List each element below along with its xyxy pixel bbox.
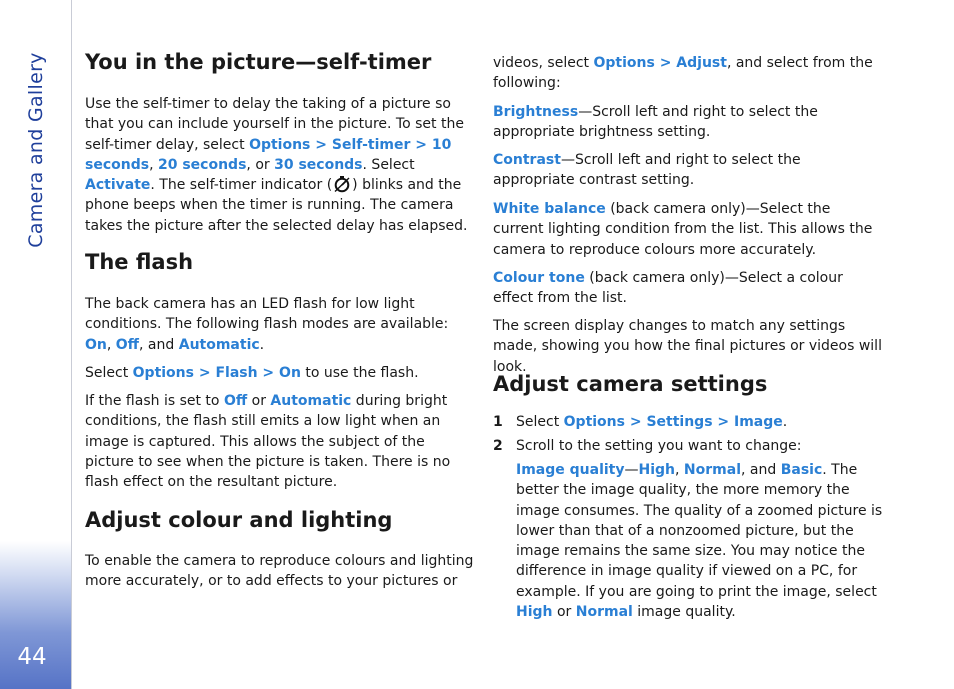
- option-30-seconds: 30 seconds: [274, 156, 363, 173]
- menu-path-adjust: Options > Adjust: [593, 55, 727, 71]
- quality-high: High: [638, 462, 676, 478]
- quality-basic: Basic: [780, 462, 823, 478]
- step-text: Select Options > Settings > Image.: [516, 414, 788, 430]
- term-brightness: Brightness: [493, 104, 579, 120]
- flash-mode-automatic: Automatic: [178, 336, 260, 353]
- menu-path-flash: Options > Flash > On: [132, 365, 301, 381]
- image-quality-item: Image quality—High, Normal, and Basic. The better the image quality, the more memory the image consumes. The quality of a zoomed picture is lower than that of a nonzoomed picture, but the image remains the same size. You may notice the difference in image quality if viewed on a PC, for example. If you are going to print the image, select High or Normal image quality.: [516, 462, 883, 621]
- contrast-item: Contrast—Scroll left and right to select the appropriate contrast setting.: [493, 152, 801, 189]
- flash-paragraph-1: The back camera has an LED flash for low light conditions. The following flash modes are available: On, Off, and Automatic.: [85, 296, 449, 353]
- flash-paragraph-2: Select Options > Flash > On to use the flash.: [85, 365, 419, 381]
- colour-tone-item: Colour tone (back camera only)—Select a colour effect from the list.: [493, 270, 843, 307]
- step-number: 2: [493, 438, 503, 454]
- brightness-item: Brightness—Scroll left and right to select the appropriate brightness setting.: [493, 104, 818, 141]
- step-text: Scroll to the setting you want to change:: [516, 438, 802, 454]
- flash-mode-off: Off: [115, 336, 140, 353]
- flash-paragraph-3: If the flash is set to Off or Automatic during bright conditions, the flash still emits a low light when an image is captured. This allows the subject of the picture to see when the picture is taken. There is no flash effect on the resultant picture.: [85, 393, 451, 491]
- term-white-balance: White balance: [493, 201, 606, 217]
- step-number: 1: [493, 414, 503, 430]
- sidebar: [0, 0, 72, 689]
- adjust-continuation: videos, select Options > Adjust, and select from the following:: [493, 55, 873, 92]
- heading-self-timer: You in the picture—self-timer: [85, 50, 432, 74]
- section-label: Camera and Gallery: [25, 52, 47, 248]
- term-image-quality: Image quality: [516, 462, 625, 478]
- option-20-seconds: 20 seconds: [157, 156, 247, 173]
- page-number: 44: [17, 644, 47, 670]
- white-balance-item: White balance (back camera only)—Select the current lighting condition from the list. This allows the camera to reproduce colours more accurately.: [493, 201, 873, 258]
- term-contrast: Contrast: [493, 152, 561, 168]
- menu-path-settings: Options > Settings > Image: [563, 414, 783, 430]
- term-colour-tone: Colour tone: [493, 270, 585, 286]
- quality-high-ref: High: [516, 604, 553, 621]
- heading-camera-settings: Adjust camera settings: [493, 372, 768, 396]
- self-timer-icon: [333, 175, 351, 193]
- colour-paragraph: To enable the camera to reproduce colours and lighting more accurately, or to add effects to your pictures or: [85, 553, 474, 590]
- option-activate: Activate: [85, 177, 151, 194]
- flash-mode-on: On: [85, 336, 107, 353]
- screen-display-paragraph: The screen display changes to match any settings made, showing you how the final pictures or videos will look.: [493, 318, 882, 375]
- flash-automatic-ref: Automatic: [270, 393, 352, 409]
- heading-flash: The flash: [85, 250, 194, 274]
- quality-normal: Normal: [683, 462, 741, 478]
- self-timer-paragraph: Use the self-timer to delay the taking of a picture so that you can include yourself in the picture. To set the self-timer delay, select Options > Self-timer > 10 seconds, 20 seconds, or 30 seconds. Select Activate. The self-timer indicator ( ) blinks and the phone beeps when the timer is running. The camera takes the picture after the selected delay has elapsed.: [85, 96, 468, 234]
- menu-path-self-timer: Options > Self-timer > 10 seconds: [85, 136, 452, 173]
- quality-normal-ref: Normal: [575, 604, 633, 621]
- heading-adjust-colour: Adjust colour and lighting: [85, 508, 393, 532]
- flash-off-ref: Off: [223, 393, 248, 409]
